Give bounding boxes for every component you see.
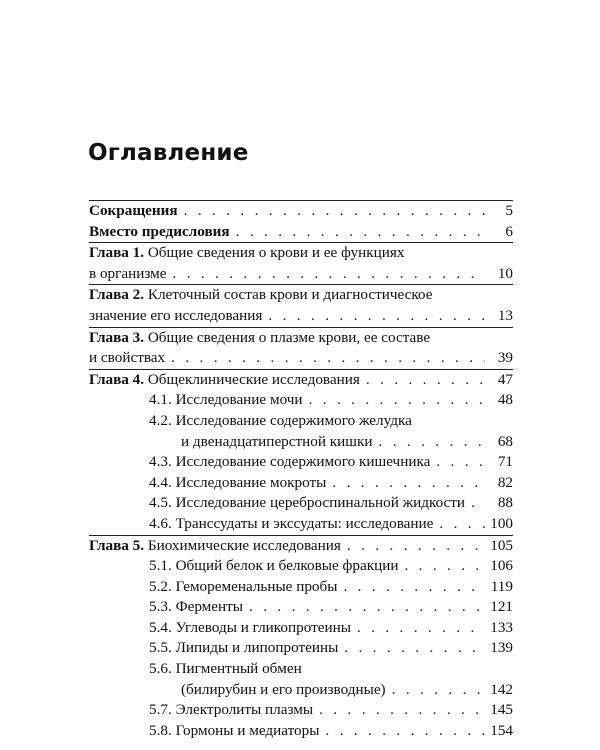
toc-page-number: 82 (497, 473, 513, 491)
section-number: 5.2. (149, 577, 172, 595)
section-title: Исследование мокроты (175, 473, 327, 491)
section-number: 4.4. (149, 473, 172, 491)
toc-entry[interactable] (89, 222, 513, 243)
dot-leader (249, 597, 485, 618)
toc-page-number: 154 (490, 721, 513, 739)
toc-chapter-2[interactable] (89, 284, 513, 326)
dot-leader (436, 452, 485, 473)
dot-leader (347, 536, 485, 557)
toc-page-number: 68 (497, 432, 513, 450)
dot-leader (319, 700, 485, 721)
toc-page-number: 5 (505, 202, 513, 219)
toc-entry[interactable] (89, 200, 513, 222)
section-title: Липиды и липопротеины (175, 639, 339, 657)
dot-leader (332, 473, 485, 494)
toc-page-number: 119 (490, 577, 513, 595)
chapter-label: Глава 2. (89, 286, 145, 304)
dot-leader (471, 493, 485, 514)
table-of-contents (89, 200, 513, 741)
toc-subentry[interactable] (89, 411, 513, 432)
chapter-title: Биохимические исследования (147, 536, 341, 554)
section-title-continued: и двенадцатиперстной кишки (181, 432, 373, 450)
dot-leader (392, 680, 485, 701)
toc-entry-label: Сокращения (89, 202, 178, 219)
toc-page-number: 10 (497, 264, 513, 282)
section-title: Гормоны и медиаторы (175, 721, 320, 739)
toc-page-number: 100 (490, 514, 513, 532)
section-title: Углеводы и гликопротеины (175, 618, 351, 636)
toc-subentry[interactable] (89, 618, 513, 639)
page-title: Оглавление (88, 140, 249, 166)
toc-page-number: 39 (497, 349, 513, 367)
chapter-title-continued: значение его исследования (89, 306, 263, 324)
dot-leader (309, 390, 485, 411)
chapter-label: Глава 1. (89, 244, 145, 262)
chapter-label: Глава 5. (89, 536, 145, 554)
dot-leader (439, 514, 485, 535)
toc-subentry[interactable] (89, 452, 513, 473)
section-number: 5.4. (149, 618, 172, 636)
toc-subentry[interactable] (89, 493, 513, 514)
toc-page-number: 133 (490, 618, 513, 636)
toc-page-number: 121 (490, 598, 513, 616)
section-number: 4.6. (149, 514, 172, 532)
section-number: 5.3. (149, 598, 172, 616)
section-number: 4.1. (149, 391, 172, 409)
section-title: Исследование цереброспинальной жидкости (175, 494, 466, 512)
toc-page-number: 105 (490, 536, 513, 554)
toc-page-number: 88 (497, 494, 513, 512)
chapter-title: Клеточный состав крови и диагностическое (147, 286, 433, 304)
dot-leader (236, 222, 485, 243)
dot-leader (325, 721, 485, 742)
chapter-label: Глава 3. (89, 328, 145, 346)
toc-subentry[interactable] (89, 721, 513, 742)
dot-leader (184, 201, 485, 222)
section-title-continued: (билирубин и его производные) (181, 680, 386, 698)
section-number: 5.8. (149, 721, 172, 739)
section-number: 4.3. (149, 453, 172, 471)
chapter-title-continued: в организме (89, 264, 167, 282)
section-title: Транссудаты и экссудаты: исследование (175, 514, 434, 532)
section-title: Общий белок и белковые фракции (175, 557, 399, 575)
section-title: Исследование содержимого желудка (175, 411, 412, 429)
toc-page-number: 13 (497, 306, 513, 324)
toc-subentry[interactable] (89, 700, 513, 721)
chapter-title: Общеклинические исследования (147, 370, 360, 388)
toc-subentry[interactable] (89, 659, 513, 680)
toc-chapter-5[interactable] (89, 535, 513, 742)
toc-subentry[interactable] (89, 473, 513, 494)
section-number: 5.1. (149, 557, 172, 575)
chapter-title-continued: и свойствах (89, 349, 166, 367)
section-title: Исследование содержимого кишечника (175, 453, 431, 471)
toc-page-number: 71 (497, 453, 513, 471)
toc-page-number: 47 (497, 370, 513, 388)
dot-leader (344, 638, 485, 659)
toc-subentry[interactable] (89, 577, 513, 598)
toc-subentry[interactable] (89, 514, 513, 535)
toc-subentry[interactable] (89, 638, 513, 659)
chapter-label: Глава 4. (89, 370, 145, 388)
section-title: Исследование мочи (175, 391, 303, 409)
toc-subentry-continued[interactable] (89, 432, 513, 453)
dot-leader (366, 370, 485, 391)
section-title: Электролиты плазмы (175, 701, 314, 719)
dot-leader (379, 432, 485, 453)
toc-chapter-4[interactable] (89, 369, 513, 535)
section-title: Пигментный обмен (175, 660, 302, 678)
toc-page-number: 6 (505, 222, 513, 240)
toc-subentry[interactable] (89, 390, 513, 411)
chapter-title: Общие сведения о плазме крови, ее составе (147, 328, 431, 346)
dot-leader (404, 556, 485, 577)
dot-leader (268, 306, 485, 327)
toc-chapter-3[interactable] (89, 327, 513, 369)
section-number: 4.5. (149, 494, 172, 512)
dot-leader (343, 577, 485, 598)
section-title: Ферменты (175, 598, 244, 616)
section-title: Гемоременальные пробы (175, 577, 338, 595)
toc-chapter-1[interactable] (89, 242, 513, 284)
toc-page-number: 139 (490, 639, 513, 657)
section-number: 5.5. (149, 639, 172, 657)
dot-leader (173, 264, 485, 285)
toc-page-number: 142 (490, 680, 513, 698)
toc-subentry-continued[interactable] (89, 680, 513, 701)
toc-page-number: 106 (490, 557, 513, 575)
section-number: 5.7. (149, 701, 172, 719)
section-number: 4.2. (149, 411, 172, 429)
dot-leader (357, 618, 485, 639)
toc-entry-label: Вместо предисловия (89, 222, 230, 240)
dot-leader (171, 348, 485, 369)
section-number: 5.6. (149, 660, 172, 678)
toc-page-number: 48 (497, 391, 513, 409)
chapter-title: Общие сведения о крови и ее функциях (147, 244, 405, 262)
toc-subentry[interactable] (89, 556, 513, 577)
toc-page-number: 145 (490, 701, 513, 719)
toc-subentry[interactable] (89, 597, 513, 618)
